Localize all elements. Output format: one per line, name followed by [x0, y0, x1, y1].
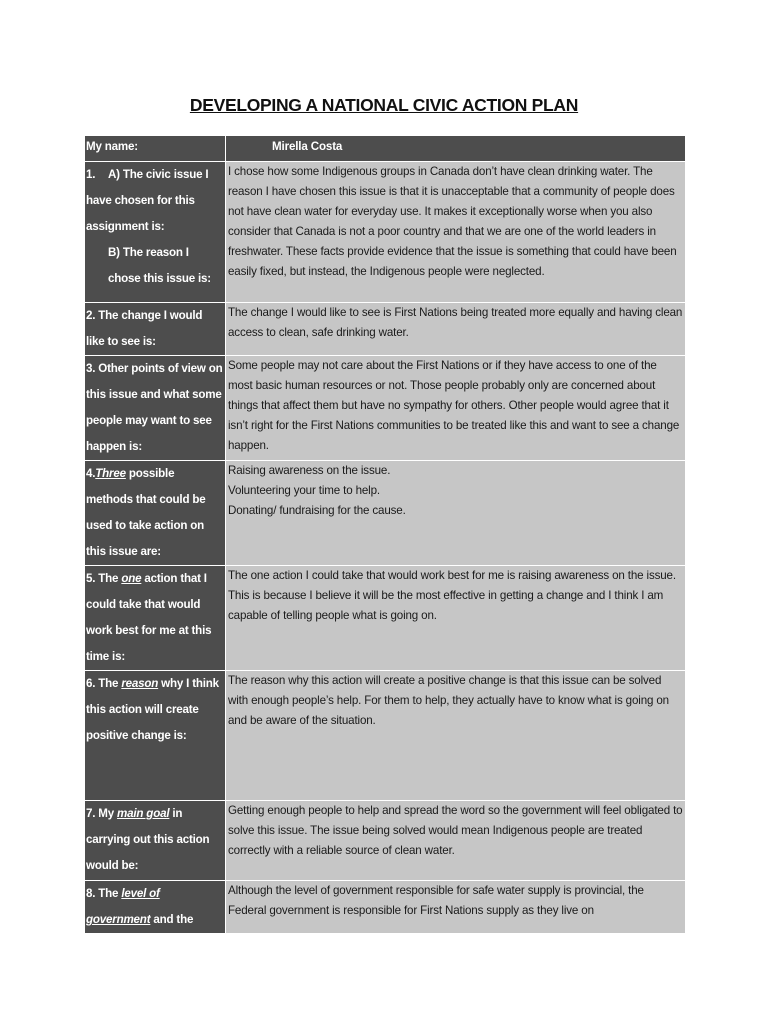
row-4-answer-line-3: Donating/ fundraising for the cause. — [228, 504, 406, 517]
row-5-label-pre: 5. The — [86, 572, 122, 585]
table-row-name — [85, 136, 686, 162]
name-value: Mirella Costa — [226, 136, 686, 162]
row-8-label-pre: 8. The — [86, 887, 122, 900]
table-row-6 — [85, 671, 686, 801]
row-4-label-pre: 4. — [86, 467, 96, 480]
row-1-answer: I chose how some Indigenous groups in Canada don’t have clean drinking water. The reason I have chosen this issue is that it is unacceptable that a community of people does not have clean water for everyday use. It makes it exceptionally worse when you also consider that Canada is not a poor country and that we are one of the world leaders in freshwater. These facts provide evidence that the issue is something that could have been easily fixed, but instead, the Indigenous people were neglected. — [226, 162, 686, 303]
row-8-label-emphasis: level of government — [86, 887, 160, 926]
document-title: DEVELOPING A NATIONAL CIVIC ACTION PLAN — [189, 95, 579, 115]
row-3-label: 3. Other points of view on this issue and what some people may want to see happen is: — [85, 356, 226, 461]
table-row-5 — [85, 566, 686, 671]
row-6-label-post: why I think this action will create positive change is: — [86, 677, 219, 742]
row-4-answer-line-2: Volunteering your time to help. — [228, 484, 380, 497]
row-6-label-emphasis: reason — [121, 677, 159, 690]
row-4-answer-line-1: Raising awareness on the issue. — [228, 464, 391, 477]
table-row-8 — [85, 881, 686, 934]
table-row-7 — [85, 801, 686, 881]
row-2-label: 2. The change I would like to see is: — [85, 303, 226, 356]
row-6-answer: The reason why this action will create a positive change is that this issue can be solved with enough people’s help. For them to help, they actually have to know what is going on and be aware of the situation. — [226, 671, 686, 801]
row-1-label — [85, 162, 226, 303]
name-label: My name: — [85, 136, 226, 162]
table-row-1 — [85, 162, 686, 303]
row-7-label-pre: 7. My — [86, 807, 118, 820]
row-8-label — [85, 881, 226, 934]
row-6-label — [85, 671, 226, 801]
row-5-answer: The one action I could take that would work best for me is raising awareness on the issue. This is because I believe it will be the most effective in getting a change and I think I am capable of telling people what is going on. — [226, 566, 686, 671]
row-1-label-b: B) The reason I chose this issue is: — [108, 246, 211, 285]
table-row-2 — [85, 303, 686, 356]
row-7-label-post: in carrying out this action would be: — [86, 807, 210, 872]
table-row-4 — [85, 461, 686, 566]
row-4-label — [85, 461, 226, 566]
row-2-answer: The change I would like to see is First Nations being treated more equally and having clean access to clean, safe drinking water. — [226, 303, 686, 356]
row-7-label — [85, 801, 226, 881]
row-5-label — [85, 566, 226, 671]
row-5-label-post: action that I could take that would work best for me at this time is: — [86, 572, 212, 663]
row-7-label-emphasis: main goal — [117, 807, 170, 820]
row-1-label-a: A) The civic issue I have chosen for this assignment is: — [86, 168, 209, 233]
row-3-answer: Some people may not care about the First Nations or if they have access to one of the most basic human resources or not. Those people probably only are concerned about things that affect them but have no sympathy for others. Other people would agree that it isn’t right for the First Nations communities to be treated like this and want to see a change happen. — [226, 356, 686, 461]
row-5-label-emphasis: one — [121, 572, 142, 585]
row-6-label-pre: 6. The — [86, 677, 122, 690]
row-4-label-emphasis: Three — [95, 467, 126, 480]
row-4-label-post: possible methods that could be used to take action on this issue are: — [86, 467, 206, 558]
row-7-answer: Getting enough people to help and spread the word so the government will feel obligated to solve this issue. The issue being solved would mean Indigenous people are treated correctly with a reliable source of clean water. — [226, 801, 686, 881]
row-1-number: 1. — [86, 168, 96, 181]
table-row-3 — [85, 356, 686, 461]
row-4-answer — [226, 461, 686, 566]
row-8-answer: Although the level of government responsible for safe water supply is provincial, the Federal government is responsible for First Nations supply as they live on — [226, 881, 686, 934]
row-8-label-post: and the — [150, 913, 194, 926]
action-plan-table — [84, 135, 686, 934]
